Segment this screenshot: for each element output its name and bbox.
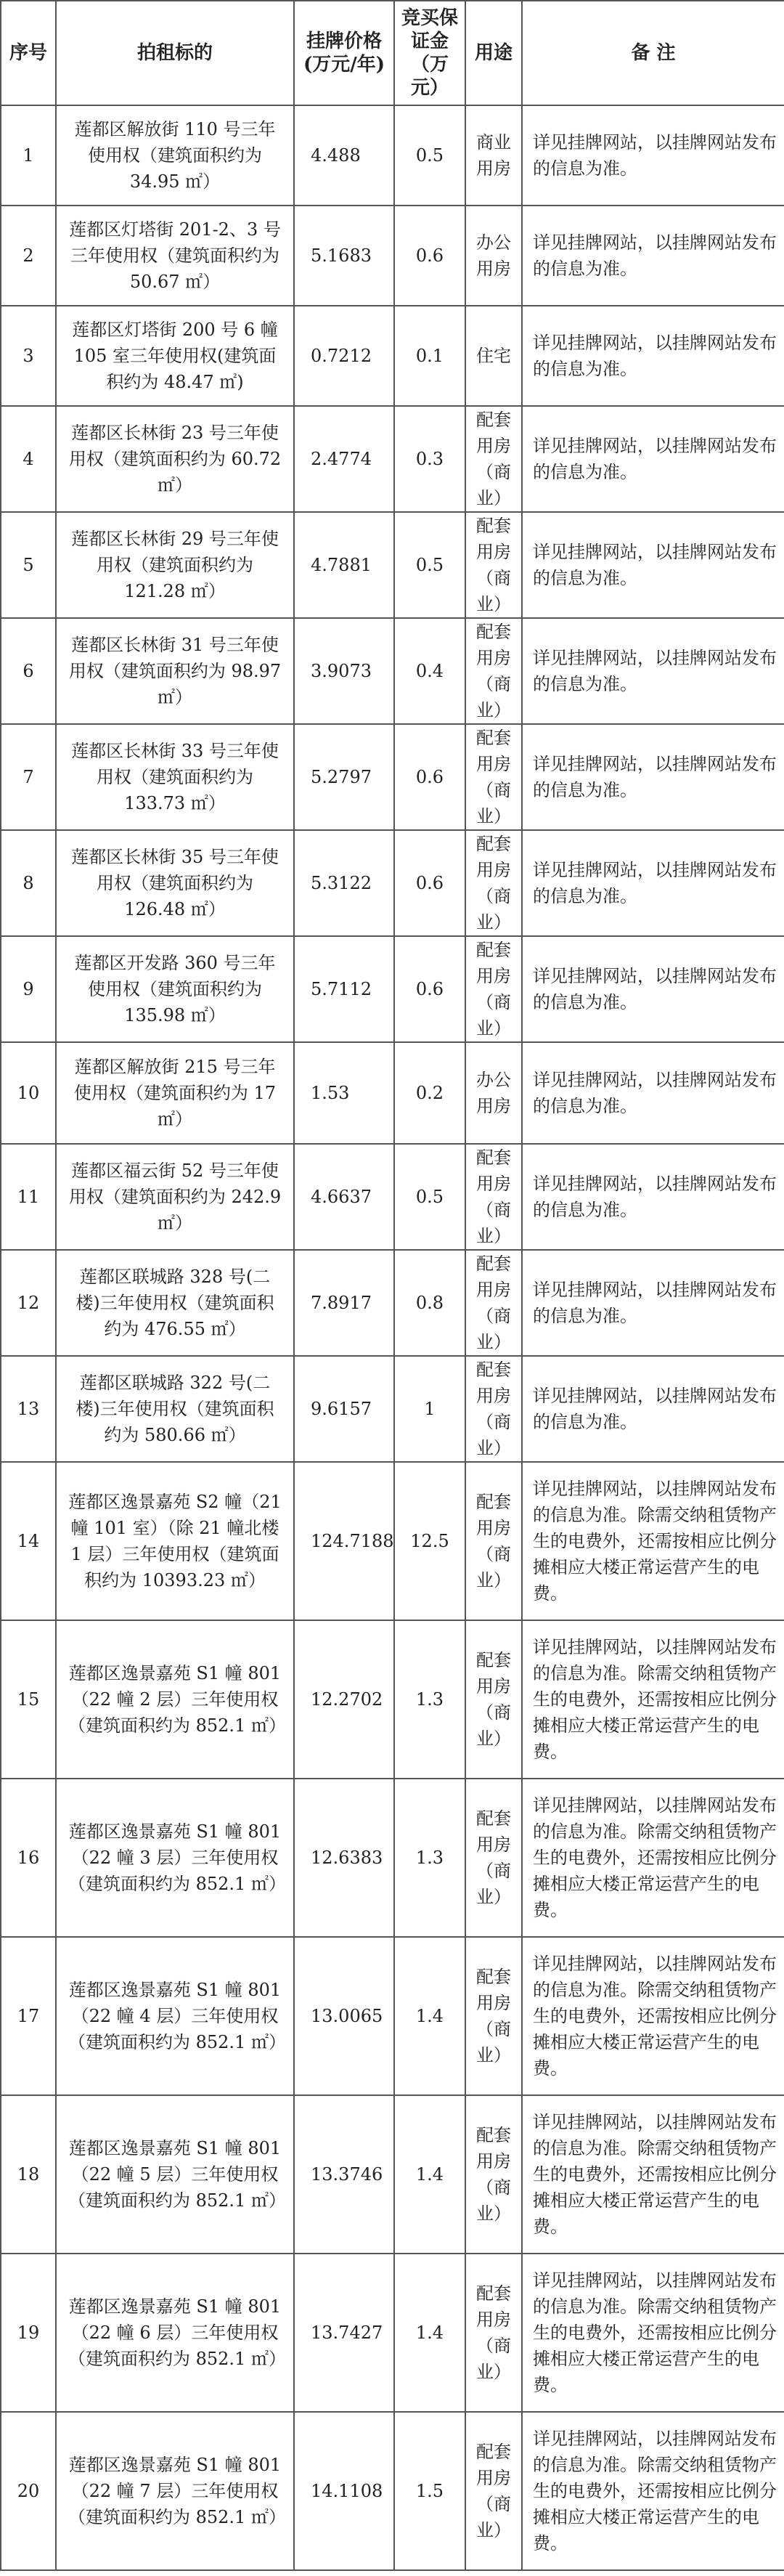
row-item: 莲都区长林街 35 号三年使用权（建筑面积约为 126.48 ㎡） [56,830,294,936]
row-note: 详见挂牌网站，以挂牌网站发布的信息为准。 [522,1250,784,1356]
row-deposit: 1.4 [394,2095,465,2254]
table-row [1,206,784,306]
row-note: 详见挂牌网站，以挂牌网站发布的信息为准。 [522,1042,784,1144]
row-use: 配套用房（商业） [465,2095,522,2254]
row-deposit: 0.2 [394,1042,465,1144]
row-number: 17 [1,1937,56,2095]
header-no: 序号 [1,1,56,105]
row-use: 配套用房（商业） [465,512,522,618]
row-deposit: 0.5 [394,105,465,206]
row-deposit: 1.3 [394,1620,465,1779]
table-row [1,1462,784,1620]
row-note: 详见挂牌网站，以挂牌网站发布的信息为准。 [522,406,784,512]
row-deposit: 0.1 [394,306,465,406]
row-price: 14.1108 [294,2412,394,2570]
row-use: 配套用房（商业） [465,2412,522,2570]
row-number: 18 [1,2095,56,2254]
row-price: 4.488 [294,105,394,206]
row-price: 124.7188 [294,1462,394,1620]
row-note: 详见挂牌网站，以挂牌网站发布的信息为准。 [522,105,784,206]
row-item: 莲都区联城路 322 号(二楼)三年使用权（建筑面积约为 580.66 ㎡） [56,1356,294,1462]
table-row [1,2254,784,2412]
header-note: 备 注 [522,1,784,105]
table-row [1,618,784,724]
row-deposit: 0.6 [394,936,465,1042]
row-number: 19 [1,2254,56,2412]
row-deposit: 0.6 [394,724,465,830]
row-price: 13.3746 [294,2095,394,2254]
row-item: 莲都区长林街 31 号三年使用权（建筑面积约为 98.97 ㎡） [56,618,294,724]
header-row [1,1,784,105]
row-price: 5.3122 [294,830,394,936]
row-deposit: 0.6 [394,830,465,936]
row-price: 5.1683 [294,206,394,306]
row-price: 0.7212 [294,306,394,406]
row-note: 详见挂牌网站，以挂牌网站发布的信息为准。 [522,1356,784,1462]
row-note: 详见挂牌网站，以挂牌网站发布的信息为准。 [522,724,784,830]
row-use: 配套用房（商业） [465,1144,522,1250]
row-item: 莲都区福云街 52 号三年使用权（建筑面积约为 242.9 ㎡） [56,1144,294,1250]
row-note: 详见挂牌网站，以挂牌网站发布的信息为准。除需交纳租赁物产生的电费外，还需按相应比例分摊相应大楼正常运营产生的电费。 [522,1937,784,2095]
row-use: 配套用房（商业） [465,1620,522,1779]
row-price: 13.0065 [294,1937,394,2095]
row-price: 1.53 [294,1042,394,1144]
row-note: 详见挂牌网站，以挂牌网站发布的信息为准。除需交纳租赁物产生的电费外，还需按相应比例分摊相应大楼正常运营产生的电费。 [522,2095,784,2254]
row-use: 配套用房（商业） [465,1356,522,1462]
row-use: 配套用房（商业） [465,618,522,724]
row-deposit: 0.3 [394,406,465,512]
row-number: 8 [1,830,56,936]
row-use: 配套用房（商业） [465,1250,522,1356]
row-note: 详见挂牌网站，以挂牌网站发布的信息为准。 [522,830,784,936]
row-note: 详见挂牌网站，以挂牌网站发布的信息为准。除需交纳租赁物产生的电费外，还需按相应比例分摊相应大楼正常运营产生的电费。 [522,1620,784,1779]
row-number: 12 [1,1250,56,1356]
row-number: 16 [1,1779,56,1937]
row-item: 莲都区逸景嘉苑 S1 幢 801（22 幢 3 层）三年使用权（建筑面积约为 852.1 ㎡） [56,1779,294,1937]
row-deposit: 0.4 [394,618,465,724]
table-row [1,1356,784,1462]
row-use: 商业用房 [465,105,522,206]
row-use: 配套用房（商业） [465,406,522,512]
row-number: 3 [1,306,56,406]
row-number: 4 [1,406,56,512]
row-use: 配套用房（商业） [465,1462,522,1620]
table-row [1,1250,784,1356]
row-note: 详见挂牌网站，以挂牌网站发布的信息为准。除需交纳租赁物产生的电费外，还需按相应比例分摊相应大楼正常运营产生的电费。 [522,1462,784,1620]
row-deposit: 1.3 [394,1779,465,1937]
row-deposit: 0.5 [394,1144,465,1250]
row-number: 14 [1,1462,56,1620]
table-row [1,1779,784,1937]
row-use: 办公用房 [465,206,522,306]
row-item: 莲都区逸景嘉苑 S1 幢 801（22 幢 7 层）三年使用权（建筑面积约为 852.1 ㎡） [56,2412,294,2570]
row-deposit: 1 [394,1356,465,1462]
row-item: 莲都区长林街 23 号三年使用权（建筑面积约为 60.72 ㎡） [56,406,294,512]
row-note: 详见挂牌网站，以挂牌网站发布的信息为准。 [522,1144,784,1250]
row-use: 住宅 [465,306,522,406]
row-item: 莲都区灯塔街 200 号 6 幢 105 室三年使用权(建筑面积约为 48.47 ㎡) [56,306,294,406]
table-row [1,2095,784,2254]
row-deposit: 0.6 [394,206,465,306]
row-note: 详见挂牌网站，以挂牌网站发布的信息为准。 [522,306,784,406]
row-use: 办公用房 [465,1042,522,1144]
row-number: 11 [1,1144,56,1250]
row-item: 莲都区联城路 328 号(二楼)三年使用权（建筑面积约为 476.55 ㎡） [56,1250,294,1356]
row-note: 详见挂牌网站，以挂牌网站发布的信息为准。 [522,512,784,618]
row-number: 5 [1,512,56,618]
row-note: 详见挂牌网站，以挂牌网站发布的信息为准。除需交纳租赁物产生的电费外，还需按相应比例分摊相应大楼正常运营产生的电费。 [522,1779,784,1937]
row-item: 莲都区逸景嘉苑 S1 幢 801（22 幢 2 层）三年使用权（建筑面积约为 852.1 ㎡） [56,1620,294,1779]
row-number: 7 [1,724,56,830]
table-body [1,105,784,2570]
table-row [1,512,784,618]
row-note: 详见挂牌网站，以挂牌网站发布的信息为准。除需交纳租赁物产生的电费外，还需按相应比例分摊相应大楼正常运营产生的电费。 [522,2254,784,2412]
header-price: 挂牌价格(万元/年) [294,1,394,105]
table-row [1,1042,784,1144]
row-item: 莲都区解放街 215 号三年使用权（建筑面积约为 17 ㎡） [56,1042,294,1144]
table-row [1,936,784,1042]
row-price: 4.7881 [294,512,394,618]
row-number: 10 [1,1042,56,1144]
row-number: 6 [1,618,56,724]
row-item: 莲都区逸景嘉苑 S2 幢（21 幢 101 室）（除 21 幢北楼 1 层）三年使用权（建筑面积约为 10393.23 ㎡） [56,1462,294,1620]
row-price: 3.9073 [294,618,394,724]
row-price: 12.6383 [294,1779,394,1937]
row-deposit: 12.5 [394,1462,465,1620]
row-number: 13 [1,1356,56,1462]
row-number: 9 [1,936,56,1042]
row-use: 配套用房（商业） [465,1779,522,1937]
row-item: 莲都区开发路 360 号三年使用权（建筑面积约为 135.98 ㎡） [56,936,294,1042]
row-use: 配套用房（商业） [465,1937,522,2095]
row-item: 莲都区长林街 29 号三年使用权（建筑面积约为 121.28 ㎡） [56,512,294,618]
header-deposit: 竞买保证金（万元） [394,1,465,105]
row-use: 配套用房（商业） [465,936,522,1042]
row-price: 5.7112 [294,936,394,1042]
row-note: 详见挂牌网站，以挂牌网站发布的信息为准。除需交纳租赁物产生的电费外，还需按相应比例分摊相应大楼正常运营产生的电费。 [522,2412,784,2570]
table-row [1,1937,784,2095]
header-use: 用途 [465,1,522,105]
row-deposit: 0.8 [394,1250,465,1356]
row-price: 9.6157 [294,1356,394,1462]
row-use: 配套用房（商业） [465,830,522,936]
row-number: 2 [1,206,56,306]
row-use: 配套用房（商业） [465,2254,522,2412]
header-item: 拍租标的 [56,1,294,105]
row-price: 7.8917 [294,1250,394,1356]
row-price: 12.2702 [294,1620,394,1779]
row-note: 详见挂牌网站，以挂牌网站发布的信息为准。 [522,936,784,1042]
row-deposit: 0.5 [394,512,465,618]
row-number: 20 [1,2412,56,2570]
table-row [1,1144,784,1250]
row-item: 莲都区逸景嘉苑 S1 幢 801（22 幢 4 层）三年使用权（建筑面积约为 852.1 ㎡） [56,1937,294,2095]
row-item: 莲都区解放街 110 号三年使用权（建筑面积约为 34.95 ㎡） [56,105,294,206]
row-item: 莲都区长林街 33 号三年使用权（建筑面积约为 133.73 ㎡） [56,724,294,830]
row-number: 15 [1,1620,56,1779]
row-note: 详见挂牌网站，以挂牌网站发布的信息为准。 [522,206,784,306]
row-price: 4.6637 [294,1144,394,1250]
row-item: 莲都区逸景嘉苑 S1 幢 801（22 幢 6 层）三年使用权（建筑面积约为 852.1 ㎡） [56,2254,294,2412]
table-row [1,306,784,406]
table-row [1,830,784,936]
table-row [1,2412,784,2570]
table-row [1,406,784,512]
row-note: 详见挂牌网站，以挂牌网站发布的信息为准。 [522,618,784,724]
row-use: 配套用房（商业） [465,724,522,830]
row-price: 2.4774 [294,406,394,512]
row-deposit: 1.5 [394,2412,465,2570]
row-price: 13.7427 [294,2254,394,2412]
row-number: 1 [1,105,56,206]
table-row [1,724,784,830]
row-deposit: 1.4 [394,1937,465,2095]
row-deposit: 1.4 [394,2254,465,2412]
table-row [1,105,784,206]
table-row [1,1620,784,1779]
row-item: 莲都区灯塔街 201-2、3 号三年使用权（建筑面积约为 50.67 ㎡） [56,206,294,306]
row-price: 5.2797 [294,724,394,830]
row-item: 莲都区逸景嘉苑 S1 幢 801（22 幢 5 层）三年使用权（建筑面积约为 852.1 ㎡） [56,2095,294,2254]
